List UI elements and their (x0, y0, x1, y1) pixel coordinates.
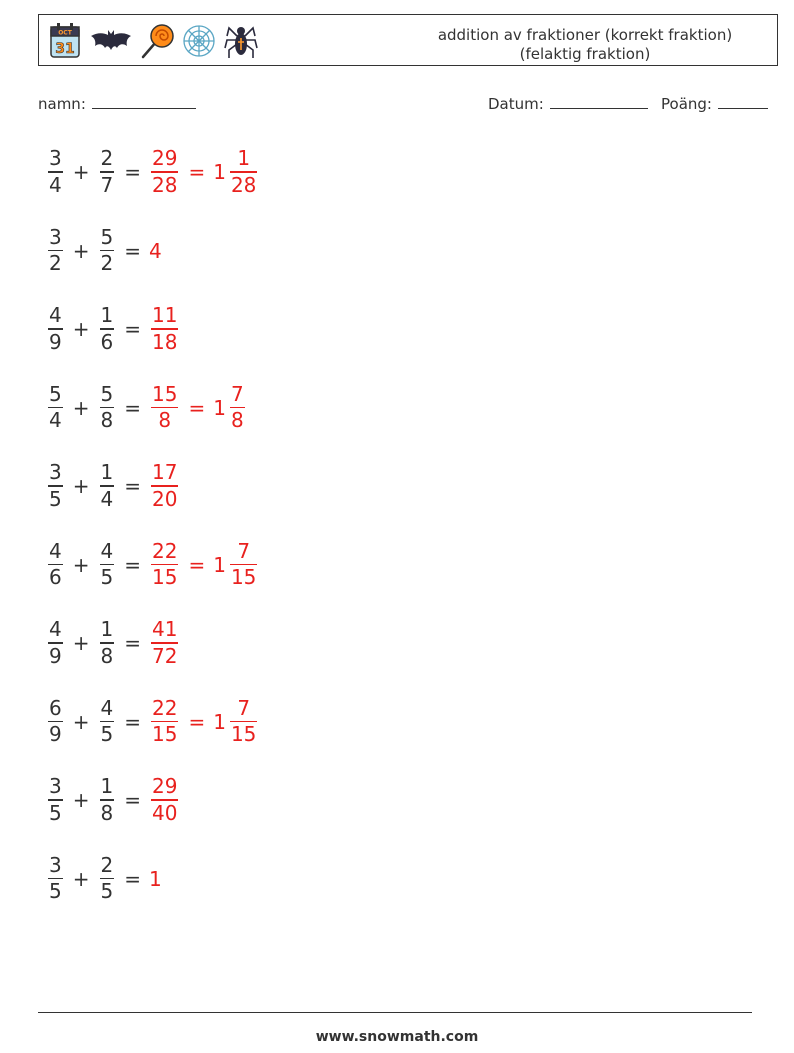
addend-fraction-2 (100, 382, 115, 434)
numerator: 29 (152, 146, 178, 171)
denominator: 5 (49, 486, 62, 511)
equals-sign: = (124, 788, 141, 812)
denominator: 9 (49, 329, 62, 354)
numerator: 4 (49, 617, 62, 642)
addend-fraction-2 (100, 460, 115, 512)
plus-sign: + (72, 238, 90, 263)
score-field (661, 94, 768, 113)
denominator: 6 (49, 565, 62, 590)
plus-sign: + (72, 474, 90, 498)
denominator: 2 (49, 251, 62, 276)
denominator: 7 (100, 172, 114, 197)
problem-row (46, 221, 162, 281)
addend-fraction-2 (100, 696, 115, 748)
denominator: 20 (152, 486, 178, 511)
denominator: 5 (100, 879, 114, 904)
date-label: Datum: (488, 95, 544, 113)
numerator: 17 (152, 460, 178, 485)
addend-fraction-1 (48, 382, 63, 434)
equals-sign: = (124, 238, 141, 263)
name-field (38, 94, 196, 113)
bat-icon (89, 22, 133, 60)
denominator: 6 (100, 329, 114, 354)
equals-sign: = (188, 160, 206, 184)
worksheet-title (399, 26, 771, 64)
denominator: 8 (100, 643, 114, 668)
numerator: 2 (100, 146, 114, 171)
equals-sign: = (188, 709, 206, 734)
denominator: 15 (230, 722, 257, 747)
numerator: 7 (230, 381, 244, 406)
plus-sign: + (72, 788, 90, 812)
numerator: 7 (237, 538, 251, 563)
denominator: 2 (100, 251, 114, 276)
problem-row (46, 770, 180, 830)
numerator: 15 (152, 381, 178, 406)
footer-divider (38, 1012, 752, 1013)
plus-sign: + (72, 317, 90, 341)
numerator: 5 (100, 224, 114, 249)
problem-row (46, 299, 180, 359)
addend-fraction-2 (100, 146, 115, 198)
mixed-fraction-part (230, 696, 257, 748)
plus-sign: + (72, 552, 90, 577)
denominator: 15 (230, 565, 257, 590)
numerator: 1 (100, 460, 114, 485)
denominator: 8 (100, 408, 114, 433)
equals-sign: = (124, 709, 141, 734)
equals-sign: = (124, 866, 141, 891)
problem-row (46, 692, 259, 752)
mixed-whole-part: 1 (213, 160, 226, 184)
addend-fraction-1 (48, 146, 63, 198)
svg-text:OCT: OCT (58, 29, 72, 37)
svg-text:31: 31 (55, 41, 75, 57)
whole-answer: 4 (149, 238, 162, 263)
numerator: 5 (100, 381, 114, 406)
denominator: 40 (152, 800, 178, 825)
addend-fraction-1 (48, 303, 63, 355)
denominator: 28 (152, 172, 178, 197)
improper-fraction-answer (151, 617, 178, 669)
denominator: 5 (49, 879, 62, 904)
addend-fraction-1 (48, 460, 63, 512)
numerator: 1 (100, 303, 114, 328)
addend-fraction-1 (48, 539, 63, 591)
mixed-fraction-part (230, 146, 257, 198)
worksheet-header (38, 14, 778, 66)
numerator: 2 (100, 852, 114, 877)
denominator: 8 (100, 800, 114, 825)
numerator: 3 (49, 460, 62, 485)
improper-fraction-answer (151, 460, 178, 512)
mixed-whole-part: 1 (213, 395, 226, 420)
denominator: 28 (230, 172, 257, 197)
addend-fraction-2 (100, 774, 115, 826)
problem-row (46, 142, 259, 202)
problem-row (46, 535, 259, 595)
numerator: 22 (152, 538, 178, 563)
addend-fraction-2 (100, 303, 115, 355)
plus-sign: + (72, 631, 90, 655)
addend-fraction-2 (100, 539, 115, 591)
improper-fraction-answer (151, 146, 178, 198)
addend-fraction-2 (100, 617, 115, 669)
denominator: 4 (100, 486, 114, 511)
problem-row (46, 849, 162, 909)
numerator: 6 (49, 695, 62, 720)
addend-fraction-1 (48, 853, 63, 905)
numerator: 4 (49, 538, 62, 563)
numerator: 7 (237, 695, 251, 720)
addend-fraction-2 (100, 853, 115, 905)
mixed-whole-part: 1 (213, 709, 226, 734)
mixed-whole-part: 1 (213, 552, 226, 577)
denominator: 5 (100, 565, 114, 590)
numerator: 11 (152, 303, 178, 328)
plus-sign: + (72, 160, 90, 184)
numerator: 4 (100, 538, 114, 563)
improper-fraction-answer (151, 696, 178, 748)
score-blank[interactable] (718, 94, 768, 109)
mixed-fraction-part (230, 539, 257, 591)
numerator: 3 (49, 146, 62, 171)
denominator: 8 (158, 408, 172, 433)
equals-sign: = (124, 631, 141, 655)
title-line-1: addition av fraktioner (korrekt fraktion) (437, 26, 733, 44)
date-blank[interactable] (550, 94, 648, 109)
improper-fraction-answer (151, 774, 178, 826)
numerator: 41 (152, 617, 178, 642)
spider-icon (223, 22, 259, 60)
numerator: 4 (49, 303, 62, 328)
numerator: 29 (152, 774, 178, 799)
numerator: 3 (49, 774, 62, 799)
numerator: 3 (49, 852, 62, 877)
calendar-oct-31-icon (47, 22, 83, 60)
improper-fraction-answer (151, 303, 178, 355)
title-line-2: (felaktig fraktion) (519, 45, 651, 63)
score-label: Poäng: (661, 95, 712, 113)
denominator: 72 (152, 643, 178, 668)
denominator: 15 (152, 565, 178, 590)
improper-fraction-answer (151, 539, 178, 591)
equals-sign: = (124, 474, 141, 498)
denominator: 9 (49, 643, 62, 668)
numerator: 1 (100, 617, 114, 642)
equals-sign: = (124, 552, 141, 577)
improper-fraction-answer (151, 382, 178, 434)
addend-fraction-1 (48, 774, 63, 826)
equals-sign: = (124, 160, 141, 184)
spider-web-icon (181, 22, 217, 60)
denominator: 15 (152, 722, 178, 747)
header-icons (47, 21, 259, 61)
equals-sign: = (124, 317, 141, 341)
numerator: 1 (237, 146, 251, 171)
plus-sign: + (72, 709, 90, 734)
equals-sign: = (188, 552, 206, 577)
mixed-fraction-part (230, 382, 245, 434)
addend-fraction-1 (48, 225, 63, 277)
denominator: 18 (152, 329, 178, 354)
lollipop-icon (139, 22, 175, 60)
name-label: namn: (38, 95, 86, 113)
equals-sign: = (124, 395, 141, 420)
denominator: 4 (49, 172, 62, 197)
denominator: 5 (100, 722, 114, 747)
plus-sign: + (72, 395, 90, 420)
addend-fraction-1 (48, 617, 63, 669)
denominator: 9 (49, 722, 62, 747)
problem-row (46, 378, 247, 438)
plus-sign: + (72, 866, 90, 891)
numerator: 1 (100, 774, 114, 799)
name-blank[interactable] (92, 94, 196, 109)
whole-answer: 1 (149, 866, 162, 891)
addend-fraction-2 (100, 225, 115, 277)
footer-url: www.snowmath.com (315, 1029, 479, 1045)
problem-row (46, 456, 180, 516)
problem-row (46, 613, 180, 673)
numerator: 5 (49, 381, 62, 406)
denominator: 8 (230, 408, 244, 433)
addend-fraction-1 (48, 696, 63, 748)
numerator: 4 (100, 695, 114, 720)
denominator: 4 (49, 408, 62, 433)
numerator: 3 (49, 224, 62, 249)
denominator: 5 (49, 800, 62, 825)
date-field (488, 94, 648, 113)
equals-sign: = (188, 395, 206, 420)
numerator: 22 (152, 695, 178, 720)
